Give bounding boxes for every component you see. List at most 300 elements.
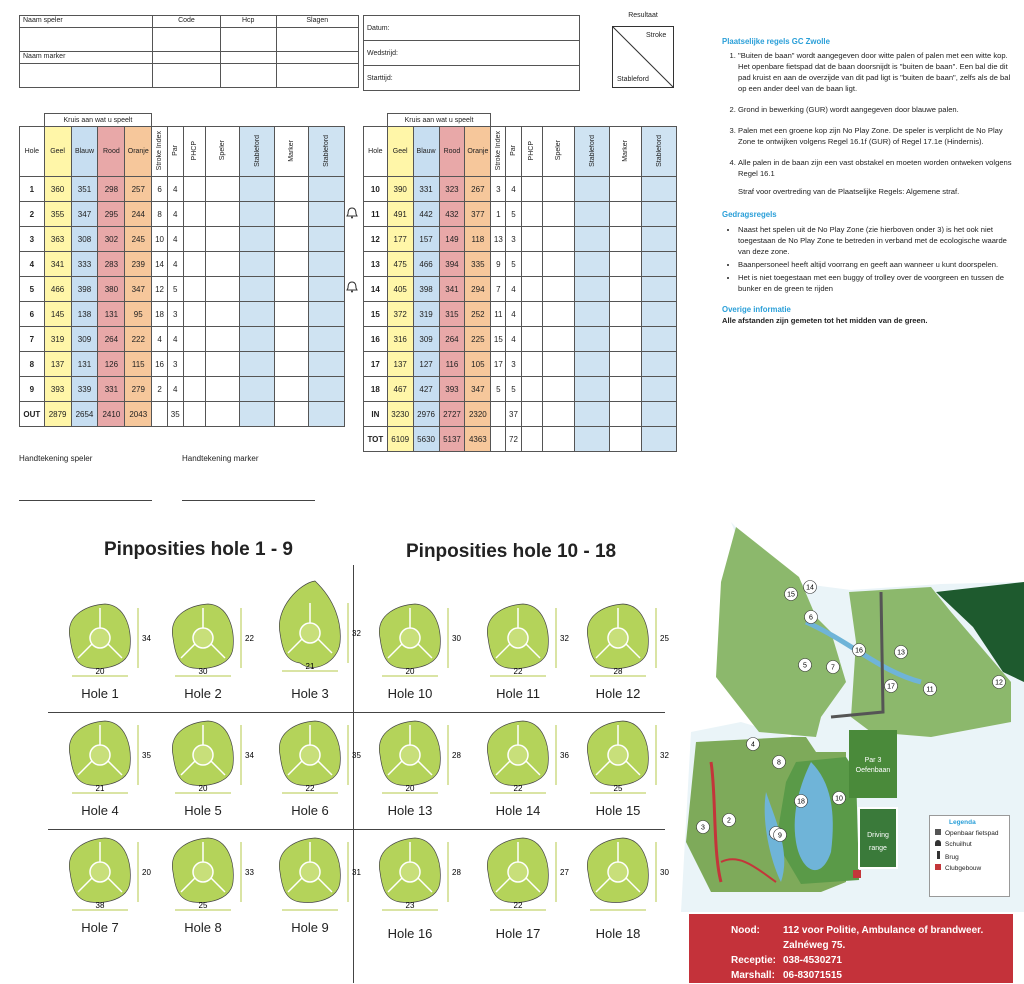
player-score-cell[interactable] bbox=[205, 177, 239, 202]
stableford-cell[interactable] bbox=[239, 402, 275, 427]
stableford-cell[interactable] bbox=[239, 277, 275, 302]
tee-distance: 341 bbox=[439, 277, 465, 302]
phcp-cell[interactable] bbox=[521, 302, 543, 327]
marker-score-cell[interactable] bbox=[275, 277, 309, 302]
stableford-cell[interactable] bbox=[642, 427, 677, 452]
stroke-index: 1 bbox=[491, 202, 506, 227]
stableford-cell[interactable] bbox=[642, 277, 677, 302]
bell-icon bbox=[346, 207, 358, 219]
rule-item: 4. Alle palen in de baan zijn een vast obstakel en moeten worden ontweken volgens Regel 16.1 bbox=[738, 157, 1014, 179]
stableford-cell[interactable] bbox=[309, 327, 345, 352]
player-score-cell[interactable] bbox=[205, 377, 239, 402]
hole-marker-number: 7 bbox=[831, 664, 835, 672]
tee-distance: 225 bbox=[465, 327, 491, 352]
marker-score-cell[interactable] bbox=[610, 302, 642, 327]
hole-header: Hole bbox=[20, 127, 45, 177]
marker-score-cell[interactable] bbox=[610, 427, 642, 452]
marker-score-cell[interactable] bbox=[275, 177, 309, 202]
stableford-cell[interactable] bbox=[642, 327, 677, 352]
bell-icon bbox=[346, 281, 358, 293]
tee-header: Rood bbox=[98, 127, 125, 177]
phcp-cell[interactable] bbox=[183, 377, 205, 402]
marker-score-cell[interactable] bbox=[610, 177, 642, 202]
stableford-cell[interactable] bbox=[239, 377, 275, 402]
pin-hole-label: Hole 15 bbox=[595, 803, 641, 818]
tee-distance: 239 bbox=[125, 252, 152, 277]
stableford-cell[interactable] bbox=[642, 227, 677, 252]
stableford-cell[interactable] bbox=[309, 352, 345, 377]
tee-distance: 333 bbox=[71, 252, 98, 277]
phcp-cell[interactable] bbox=[183, 177, 205, 202]
table-row bbox=[364, 377, 677, 402]
pin-height: 25 bbox=[660, 634, 669, 643]
phcp-cell[interactable] bbox=[521, 427, 543, 452]
marshall-label: Marshall: bbox=[731, 970, 775, 981]
pin-height: 27 bbox=[560, 868, 569, 877]
marker-score-cell[interactable] bbox=[610, 277, 642, 302]
table-row bbox=[364, 277, 677, 302]
stableford-cell[interactable] bbox=[239, 177, 275, 202]
phcp-cell[interactable] bbox=[183, 227, 205, 252]
tee-distance: 467 bbox=[387, 377, 413, 402]
stableford-cell[interactable] bbox=[309, 227, 345, 252]
starttime-field[interactable]: Starttijd: bbox=[364, 66, 580, 91]
table-row bbox=[364, 427, 677, 452]
tee-distance: 127 bbox=[413, 352, 439, 377]
phcp-cell[interactable] bbox=[521, 352, 543, 377]
pin-diagram bbox=[370, 598, 465, 686]
hole-number: 18 bbox=[364, 377, 388, 402]
hole-marker-number: 4 bbox=[751, 741, 755, 749]
par: 4 bbox=[167, 377, 183, 402]
phcp-cell[interactable] bbox=[183, 327, 205, 352]
player-score-cell[interactable] bbox=[205, 277, 239, 302]
tee-distance: 245 bbox=[125, 227, 152, 252]
pin-diagram bbox=[60, 598, 155, 686]
tee-distance: 137 bbox=[44, 352, 71, 377]
label-player: Naam speler bbox=[20, 16, 153, 28]
table-row bbox=[20, 327, 345, 352]
phcp-cell[interactable] bbox=[521, 202, 543, 227]
column-header: Stableford bbox=[655, 134, 663, 167]
stroke-label: Stroke bbox=[646, 32, 667, 39]
stableford-cell[interactable] bbox=[575, 252, 610, 277]
rule-item: 2. Grond in bewerking (GUR) wordt aangegeven door blauwe palen. bbox=[738, 104, 1014, 115]
marker-score-cell[interactable] bbox=[275, 352, 309, 377]
player-score-cell[interactable] bbox=[543, 352, 575, 377]
player-score-cell[interactable] bbox=[543, 377, 575, 402]
par: 3 bbox=[167, 302, 183, 327]
tee-distance: 363 bbox=[44, 227, 71, 252]
marker-score-cell[interactable] bbox=[610, 402, 642, 427]
par: 5 bbox=[506, 202, 521, 227]
column-header: Speler bbox=[218, 140, 226, 161]
marker-score-cell[interactable] bbox=[610, 227, 642, 252]
marshall-phone: 06-83071515 bbox=[783, 970, 842, 981]
rule-item: 3. Palen met een groene kop zijn No Play Zone. De speler is verplicht de No Play Zone te ontwijken volgens Regel 16.1f (GUR) of Regel 17.1e (Hindernis). bbox=[738, 125, 1014, 147]
clubhouse-marker bbox=[853, 870, 861, 878]
tee-distance: 309 bbox=[71, 327, 98, 352]
player-score-cell[interactable] bbox=[543, 277, 575, 302]
phcp-cell[interactable] bbox=[521, 277, 543, 302]
player-score-cell[interactable] bbox=[205, 202, 239, 227]
pin-diagram bbox=[478, 598, 573, 686]
pin-width: 38 bbox=[95, 901, 105, 910]
stableford-cell[interactable] bbox=[575, 327, 610, 352]
hole-marker-number: 12 bbox=[995, 679, 1003, 687]
other-text: Alle afstanden zijn gemeten tot het midden van de green. bbox=[722, 315, 928, 325]
tee-distance: 149 bbox=[439, 227, 465, 252]
stableford-cell[interactable] bbox=[642, 402, 677, 427]
stroke-index: 14 bbox=[152, 252, 168, 277]
stableford-cell[interactable] bbox=[575, 202, 610, 227]
competition-field[interactable]: Wedstrijd: bbox=[364, 41, 580, 66]
phcp-cell[interactable] bbox=[183, 202, 205, 227]
stableford-cell[interactable] bbox=[309, 377, 345, 402]
stableford-cell[interactable] bbox=[575, 427, 610, 452]
marker-score-cell[interactable] bbox=[610, 352, 642, 377]
phcp-cell[interactable] bbox=[521, 227, 543, 252]
pin-diagram bbox=[270, 715, 365, 803]
phcp-cell[interactable] bbox=[521, 402, 543, 427]
table-row bbox=[364, 352, 677, 377]
stroke-index: 9 bbox=[491, 252, 506, 277]
pin-hole-label: Hole 5 bbox=[184, 803, 222, 818]
par: 3 bbox=[506, 227, 521, 252]
player-score-cell[interactable] bbox=[205, 227, 239, 252]
marker-score-cell[interactable] bbox=[275, 327, 309, 352]
phcp-cell[interactable] bbox=[183, 402, 205, 427]
stableford-cell[interactable] bbox=[239, 327, 275, 352]
pin-hole-label: Hole 4 bbox=[81, 803, 119, 818]
player-score-cell[interactable] bbox=[543, 177, 575, 202]
tee-distance: 398 bbox=[71, 277, 98, 302]
tee-distance: 5137 bbox=[439, 427, 465, 452]
marker-strokes-field[interactable] bbox=[276, 52, 358, 64]
tee-distance: 283 bbox=[98, 252, 125, 277]
conduct-title: Gedragsregels bbox=[722, 210, 777, 220]
tee-distance: 264 bbox=[439, 327, 465, 352]
tee-distance: 131 bbox=[98, 302, 125, 327]
marker-score-cell[interactable] bbox=[275, 252, 309, 277]
stroke-index: 5 bbox=[491, 377, 506, 402]
emergency-label: Nood: bbox=[731, 925, 760, 936]
tee-distance: 6109 bbox=[387, 427, 413, 452]
date-field[interactable]: Datum: bbox=[364, 16, 580, 41]
tee-distance: 442 bbox=[413, 202, 439, 227]
pin-diagram bbox=[478, 832, 573, 920]
column-header: Marker bbox=[288, 139, 296, 162]
column-header: PHCP bbox=[528, 140, 536, 161]
hole-marker-number: 17 bbox=[887, 683, 895, 691]
tee-distance: 105 bbox=[465, 352, 491, 377]
pin-width: 22 bbox=[513, 784, 523, 793]
phcp-cell[interactable] bbox=[183, 352, 205, 377]
table-row bbox=[364, 252, 677, 277]
stroke-index: 8 bbox=[152, 202, 168, 227]
marker-name-field[interactable] bbox=[20, 64, 153, 88]
player-score-cell[interactable] bbox=[205, 252, 239, 277]
stableford-cell[interactable] bbox=[309, 252, 345, 277]
table-row bbox=[364, 402, 677, 427]
pin-diagram bbox=[60, 832, 155, 920]
legend-item: Brug bbox=[945, 854, 959, 861]
stableford-cell[interactable] bbox=[575, 352, 610, 377]
pin-height: 22 bbox=[245, 634, 254, 643]
par: 5 bbox=[167, 277, 183, 302]
phcp-cell[interactable] bbox=[521, 252, 543, 277]
table-row bbox=[364, 227, 677, 252]
tee-distance: 475 bbox=[387, 252, 413, 277]
par: 4 bbox=[506, 277, 521, 302]
marker-score-cell[interactable] bbox=[610, 252, 642, 277]
pin-width: 25 bbox=[198, 901, 208, 910]
phcp-cell[interactable] bbox=[183, 252, 205, 277]
stroke-index: 7 bbox=[491, 277, 506, 302]
hole-number: 12 bbox=[364, 227, 388, 252]
stableford-cell[interactable] bbox=[575, 302, 610, 327]
pin-hole-label: Hole 13 bbox=[387, 803, 433, 818]
range-label: range bbox=[869, 845, 887, 852]
reception-label: Receptie: bbox=[731, 955, 777, 966]
tee-distance: 5630 bbox=[413, 427, 439, 452]
stableford-cell[interactable] bbox=[239, 202, 275, 227]
pin-width: 20 bbox=[198, 784, 208, 793]
pins-title-front: Pinposities hole 1 - 9 bbox=[104, 539, 293, 560]
tee-distance: 2879 bbox=[44, 402, 71, 427]
stableford-cell[interactable] bbox=[642, 302, 677, 327]
stroke-index: 10 bbox=[152, 227, 168, 252]
stableford-cell[interactable] bbox=[309, 277, 345, 302]
pin-height: 34 bbox=[245, 751, 254, 760]
stableford-cell[interactable] bbox=[575, 227, 610, 252]
marker-score-cell[interactable] bbox=[275, 402, 309, 427]
pin-height: 32 bbox=[660, 751, 669, 760]
player-score-cell[interactable] bbox=[543, 427, 575, 452]
player-score-cell[interactable] bbox=[543, 252, 575, 277]
tee-distance: 355 bbox=[44, 202, 71, 227]
column-header: Stroke Index bbox=[156, 130, 164, 171]
player-score-cell[interactable] bbox=[543, 402, 575, 427]
hole-marker-number: 3 bbox=[701, 824, 705, 832]
pin-width: 20 bbox=[405, 667, 415, 676]
tee-distance: 2410 bbox=[98, 402, 125, 427]
rule-item: 1. "Buiten de baan" wordt aangegeven door witte palen of palen met een witte kop. Het openbare fietspad dat de baan doorsnijdt is "buiten de baan". Een bal die dit pad kruist en aan de overzijde van dit pad ligt is "buiten de baan", zelfs als de bal op een ander deel van de baan ligt. bbox=[738, 50, 1014, 94]
table-row bbox=[20, 252, 345, 277]
tee-header: Blauw bbox=[413, 127, 439, 177]
divider bbox=[48, 829, 665, 830]
tee-distance: 267 bbox=[465, 177, 491, 202]
penalty-text: Straf voor overtreding van de Plaatselijke Regels: Algemene straf. bbox=[738, 187, 960, 197]
pin-hole-label: Hole 12 bbox=[595, 686, 641, 701]
code-field[interactable] bbox=[153, 28, 221, 52]
clubhouse-icon bbox=[935, 864, 941, 870]
column-header: Stableford bbox=[588, 134, 596, 167]
marker-score-cell[interactable] bbox=[610, 202, 642, 227]
hole-marker-number: 6 bbox=[809, 614, 813, 622]
tee-distance: 222 bbox=[125, 327, 152, 352]
stableford-cell[interactable] bbox=[642, 377, 677, 402]
marker-score-cell[interactable] bbox=[610, 327, 642, 352]
strokes-field[interactable] bbox=[276, 28, 358, 52]
phcp-cell[interactable] bbox=[521, 327, 543, 352]
stroke-index: 17 bbox=[491, 352, 506, 377]
pin-hole-label: Hole 16 bbox=[387, 926, 433, 941]
tee-distance: 319 bbox=[413, 302, 439, 327]
table-row bbox=[20, 227, 345, 252]
player-score-cell[interactable] bbox=[205, 352, 239, 377]
signature-player-line[interactable] bbox=[19, 500, 152, 501]
tee-distance: 279 bbox=[125, 377, 152, 402]
phcp-cell[interactable] bbox=[183, 302, 205, 327]
pin-diagram bbox=[270, 578, 365, 686]
stroke-index: 18 bbox=[152, 302, 168, 327]
hole-number: 8 bbox=[20, 352, 45, 377]
hole-marker-number: 10 bbox=[835, 795, 843, 803]
marker-score-cell[interactable] bbox=[610, 377, 642, 402]
par: 4 bbox=[167, 327, 183, 352]
pin-height: 33 bbox=[245, 868, 254, 877]
path-icon bbox=[935, 829, 941, 835]
shelter-icon bbox=[935, 840, 941, 846]
tee-header: Geel bbox=[387, 127, 413, 177]
hole-number: 4 bbox=[20, 252, 45, 277]
hole-number: 5 bbox=[20, 277, 45, 302]
stableford-cell[interactable] bbox=[309, 402, 345, 427]
signature-player-label: Handtekening speler bbox=[19, 454, 93, 463]
stableford-cell[interactable] bbox=[239, 302, 275, 327]
hcp-field[interactable] bbox=[220, 28, 276, 52]
hole-number: 7 bbox=[20, 327, 45, 352]
tee-distance: 377 bbox=[465, 202, 491, 227]
oefenbaan-label: Oefenbaan bbox=[855, 767, 891, 774]
player-score-cell[interactable] bbox=[205, 402, 239, 427]
tee-distance: 315 bbox=[439, 302, 465, 327]
marker-hcp-field[interactable] bbox=[220, 52, 276, 64]
tee-distance: 394 bbox=[439, 252, 465, 277]
pin-height: 28 bbox=[452, 751, 461, 760]
column-header: Marker bbox=[622, 139, 630, 162]
legend-item: Schuilhut bbox=[945, 841, 972, 848]
hole-number: 2 bbox=[20, 202, 45, 227]
tee-distance: 294 bbox=[465, 277, 491, 302]
par3-label: Par 3 bbox=[864, 757, 882, 764]
tee-distance: 491 bbox=[387, 202, 413, 227]
player-score-cell[interactable] bbox=[543, 327, 575, 352]
stableford-cell[interactable] bbox=[642, 352, 677, 377]
tee-distance: 390 bbox=[387, 177, 413, 202]
tee-distance: 252 bbox=[465, 302, 491, 327]
tee-distance: 339 bbox=[71, 377, 98, 402]
table-row bbox=[364, 302, 677, 327]
column-header: Par bbox=[509, 145, 517, 156]
tee-distance: 302 bbox=[98, 227, 125, 252]
par: 5 bbox=[506, 377, 521, 402]
pin-width: 21 bbox=[95, 784, 105, 793]
stableford-cell[interactable] bbox=[575, 402, 610, 427]
tee-distance: 264 bbox=[98, 327, 125, 352]
stableford-cell[interactable] bbox=[309, 302, 345, 327]
phcp-cell[interactable] bbox=[521, 377, 543, 402]
marker-code-field[interactable] bbox=[153, 52, 221, 64]
signature-marker-label: Handtekening marker bbox=[182, 454, 259, 463]
stableford-cell[interactable] bbox=[575, 177, 610, 202]
pin-hole-label: Hole 18 bbox=[595, 926, 641, 941]
tee-distance: 137 bbox=[387, 352, 413, 377]
divider bbox=[48, 712, 665, 713]
tee-distance: 95 bbox=[125, 302, 152, 327]
hole-marker-number: 2 bbox=[727, 817, 731, 825]
stableford-cell[interactable] bbox=[642, 177, 677, 202]
other-title: Overige informatie bbox=[722, 304, 791, 314]
pin-height: 35 bbox=[142, 751, 151, 760]
stableford-cell[interactable] bbox=[642, 202, 677, 227]
par: 72 bbox=[506, 427, 521, 452]
stableford-cell[interactable] bbox=[575, 377, 610, 402]
phcp-cell[interactable] bbox=[183, 277, 205, 302]
marker-score-cell[interactable] bbox=[275, 377, 309, 402]
result-label: Resultaat bbox=[628, 12, 658, 19]
pin-hole-label: Hole 17 bbox=[495, 926, 541, 941]
hole-number: 10 bbox=[364, 177, 388, 202]
player-info-table bbox=[19, 15, 359, 88]
stableford-cell[interactable] bbox=[239, 252, 275, 277]
hole-marker-number: 8 bbox=[777, 759, 781, 767]
hole-number: 9 bbox=[20, 377, 45, 402]
player-score-cell[interactable] bbox=[205, 302, 239, 327]
hole-marker-number: 9 bbox=[778, 832, 782, 840]
player-score-cell[interactable] bbox=[543, 302, 575, 327]
pin-height: 32 bbox=[560, 634, 569, 643]
stableford-cell[interactable] bbox=[239, 227, 275, 252]
stableford-cell[interactable] bbox=[642, 252, 677, 277]
address-value: Zalnéweg 75. bbox=[783, 940, 846, 951]
marker-score-cell[interactable] bbox=[275, 202, 309, 227]
tee-distance: 466 bbox=[413, 252, 439, 277]
tee-distance: 131 bbox=[71, 352, 98, 377]
player-name-field[interactable] bbox=[20, 28, 153, 52]
table-row bbox=[20, 202, 345, 227]
player-score-cell[interactable] bbox=[543, 202, 575, 227]
hole-number: 3 bbox=[20, 227, 45, 252]
par: 4 bbox=[506, 177, 521, 202]
tee-header: Oranje bbox=[125, 127, 152, 177]
column-header: PHCP bbox=[190, 140, 198, 161]
phcp-cell[interactable] bbox=[521, 177, 543, 202]
table-row bbox=[364, 202, 677, 227]
tee-distance: 347 bbox=[125, 277, 152, 302]
stableford-cell[interactable] bbox=[239, 352, 275, 377]
marker-score-cell[interactable] bbox=[275, 302, 309, 327]
stableford-cell[interactable] bbox=[575, 277, 610, 302]
pin-height: 30 bbox=[660, 868, 669, 877]
player-score-cell[interactable] bbox=[543, 227, 575, 252]
tee-distance: 331 bbox=[413, 177, 439, 202]
pin-hole-label: Hole 11 bbox=[496, 686, 540, 701]
player-score-cell[interactable] bbox=[205, 327, 239, 352]
stroke-index bbox=[152, 402, 168, 427]
tee-distance: 319 bbox=[44, 327, 71, 352]
marker-score-cell[interactable] bbox=[275, 227, 309, 252]
table-row bbox=[20, 302, 345, 327]
signature-marker-line[interactable] bbox=[182, 500, 315, 501]
conduct-item: • Het is niet toegestaan met een buggy of trolley over de voorgreen en tussen de bunker en de green te rijden bbox=[738, 272, 1014, 294]
stableford-cell[interactable] bbox=[309, 202, 345, 227]
par: 4 bbox=[167, 177, 183, 202]
tee-distance: 257 bbox=[125, 177, 152, 202]
pin-hole-label: Hole 7 bbox=[81, 920, 119, 935]
stableford-cell[interactable] bbox=[309, 177, 345, 202]
